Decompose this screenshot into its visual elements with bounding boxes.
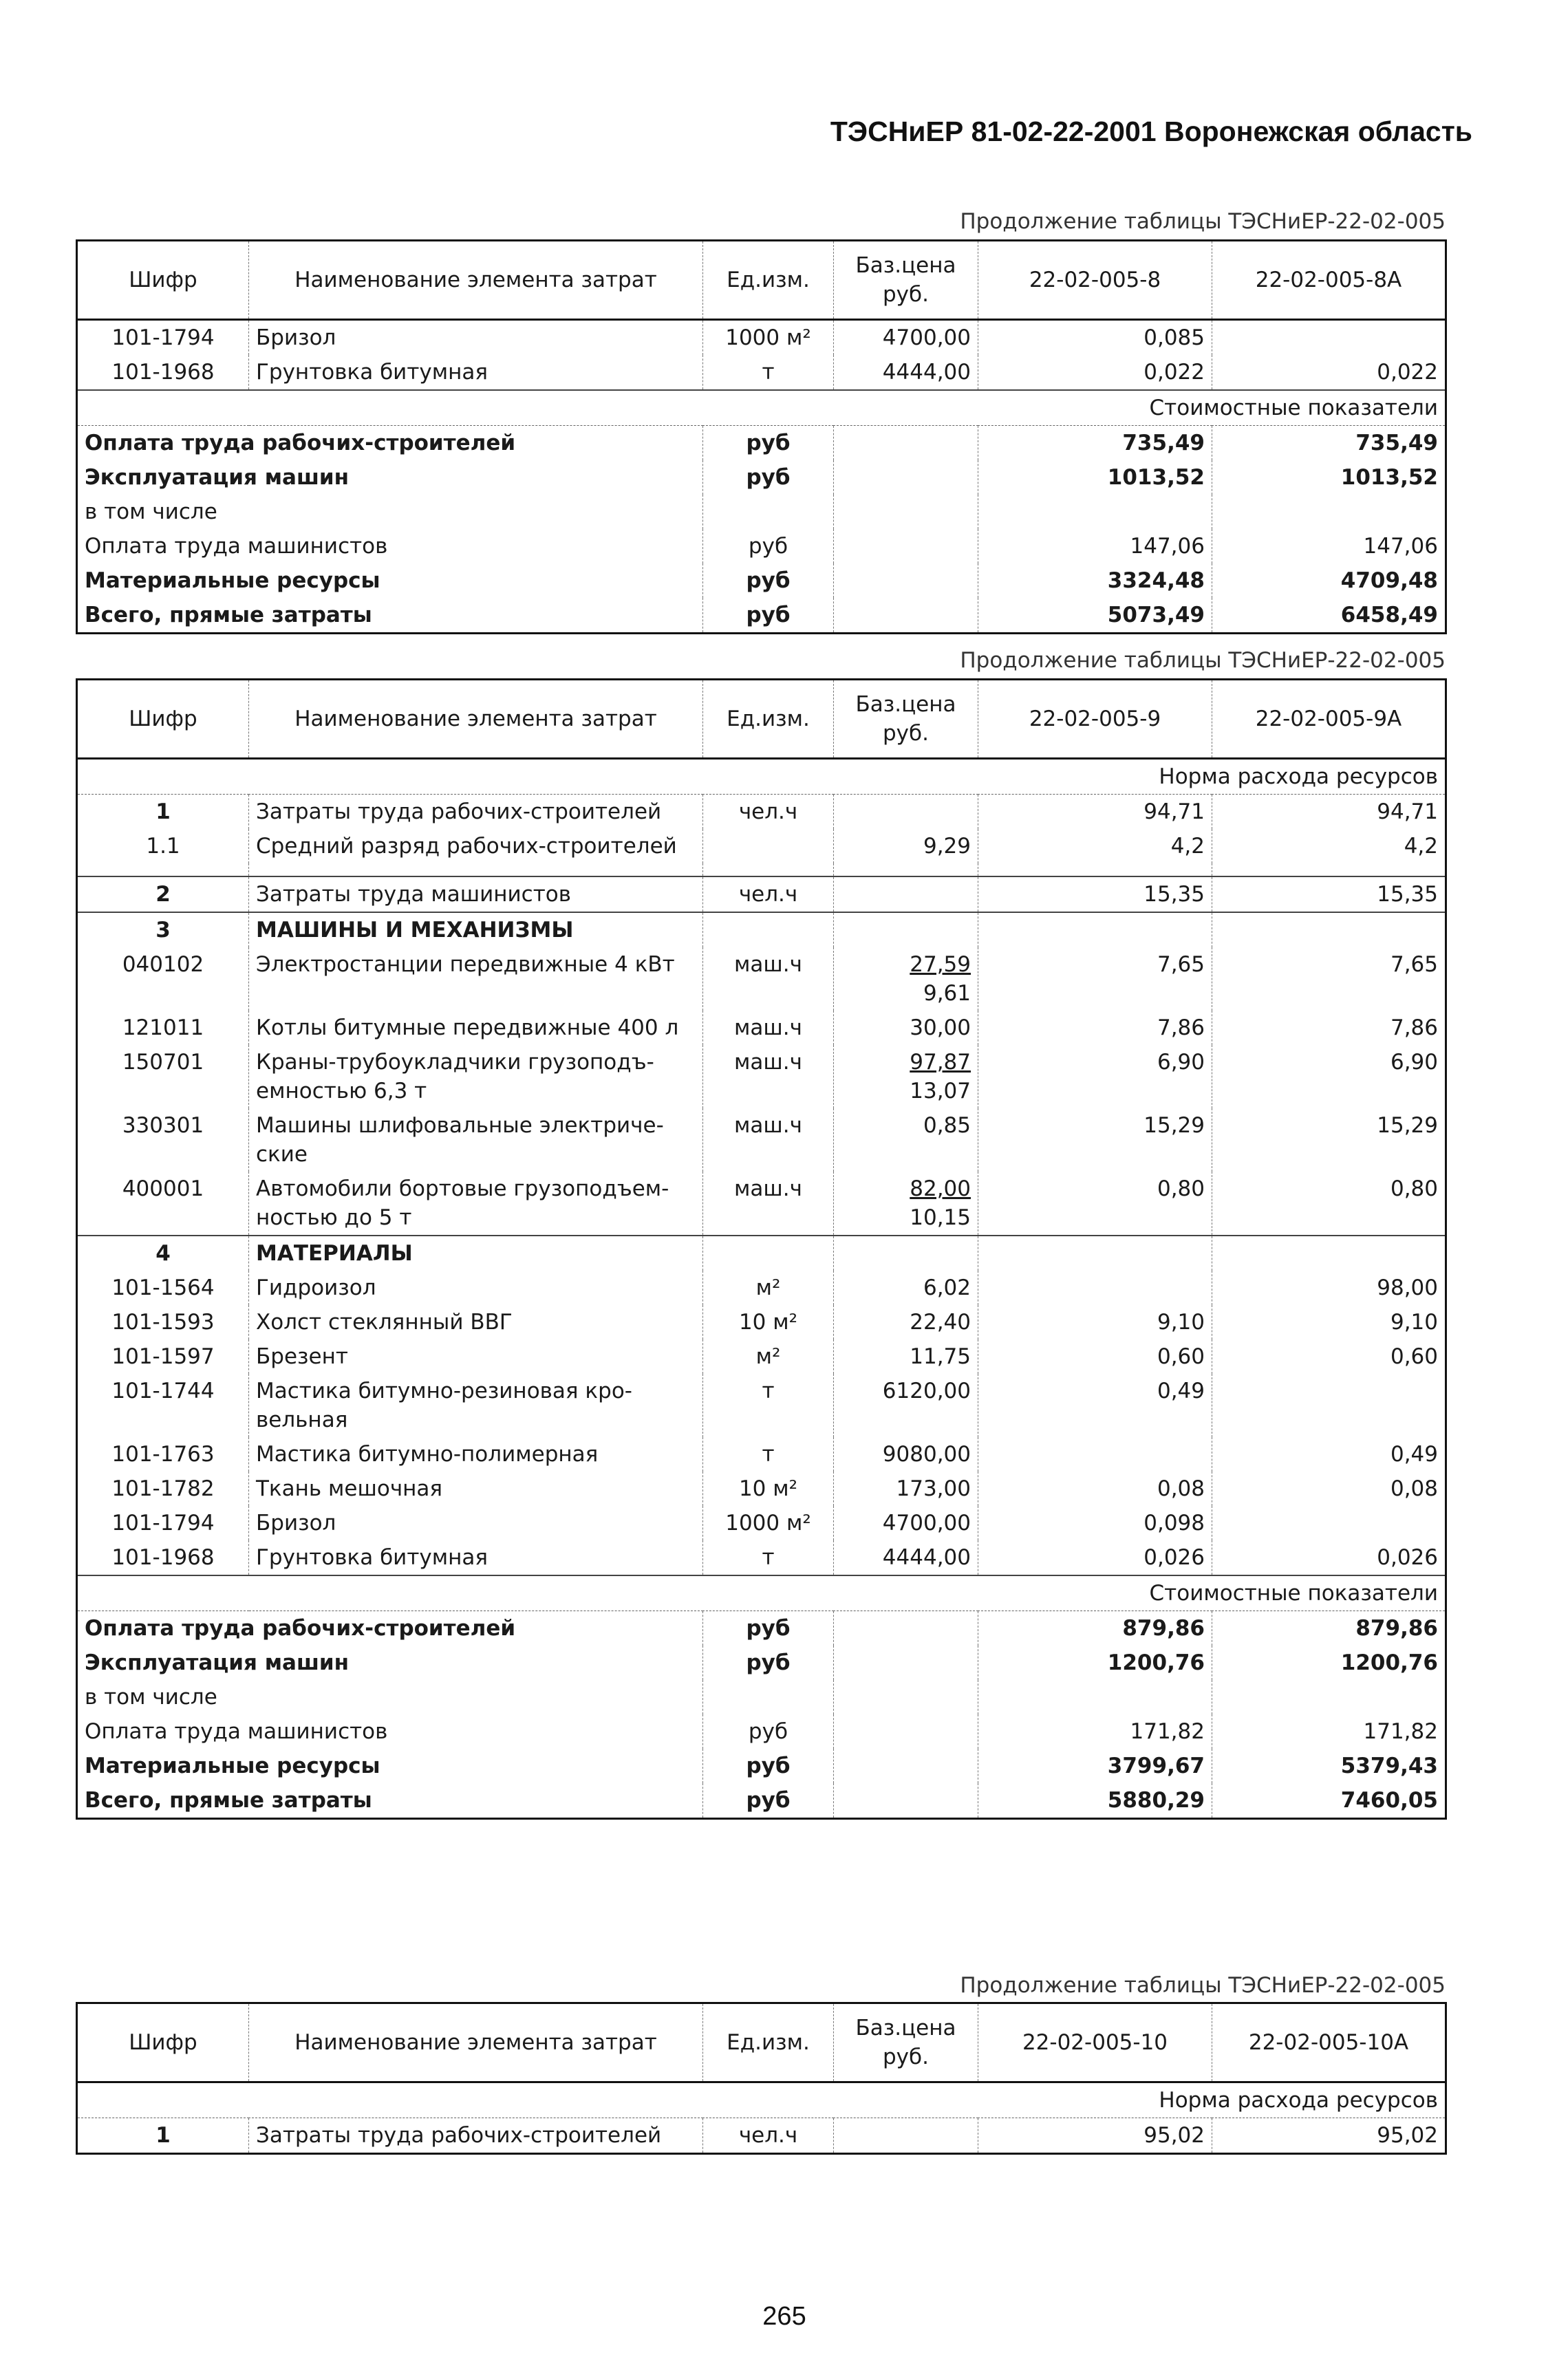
cost-value-b: 1200,76 [1212,1646,1446,1680]
row-name: Гидроизол [249,1271,703,1305]
cost-unit: руб [703,1646,834,1680]
cost-value-a: 5073,49 [978,598,1212,634]
row-unit: маш.ч [703,1108,834,1172]
cost-row [77,1611,1446,1646]
table-row [77,1339,1446,1374]
row-name: Средний разряд рабочих-строителей [249,829,703,863]
norm-banner: Норма расхода ресурсов [77,2082,1446,2118]
cost-row [77,495,1446,529]
cost-value-a: 5880,29 [978,1783,1212,1819]
table-row [77,2118,1446,2154]
row-unit: чел.ч [703,2118,834,2154]
row-code: 101-1794 [111,325,215,350]
table-row [77,1305,1446,1339]
table3-header-row [77,2003,1446,2082]
row-price: 82,00 [910,1176,971,1201]
cost-unit: руб [703,529,834,563]
table1-caption: Продолжение таблицы ТЭСНиЕР-22-02-005 [960,209,1446,234]
row-unit: 10 м² [703,1472,834,1506]
row-value-a [978,1271,1212,1305]
cost-banner-row [77,390,1446,426]
table-row [77,795,1446,830]
row-name: Затраты труда машинистов [249,876,703,912]
col-b-header: 22-02-005-10А [1212,2003,1446,2082]
row-name: Котлы битумные передвижные 400 л [249,1011,703,1045]
table-row [77,1540,1446,1575]
row-value-a: 15,29 [978,1108,1212,1172]
row-value-a: 0,085 [978,320,1212,356]
cost-value-a: 1013,52 [978,460,1212,495]
row-value-b: 94,71 [1212,795,1446,830]
table1-header-row [77,241,1446,320]
section-title: МАТЕРИАЛЫ [249,1236,703,1271]
col-price-header: Баз.цена руб. [834,680,978,759]
col-a-header: 22-02-005-9 [978,680,1212,759]
cost-row [77,1680,1446,1714]
cost-banner: Стоимостные показатели [77,390,1446,426]
cost-value-b: 5379,43 [1212,1749,1446,1783]
table-row [77,1045,1446,1108]
row-value-b: 7,65 [1212,947,1446,1011]
col-price-header: Баз.цена руб. [834,241,978,320]
cost-value-a: 879,86 [978,1611,1212,1646]
col-code-header: Шифр [77,241,249,320]
row-code: 121011 [122,1015,204,1040]
row-value-b: 0,026 [1212,1540,1446,1575]
row-value-b: 15,29 [1212,1108,1446,1172]
row-name: Затраты труда рабочих-строителей [249,2118,703,2154]
row-code: 101-1763 [111,1442,215,1467]
cost-value-b: 147,06 [1212,529,1446,563]
row-unit: 1000 м² [703,1506,834,1540]
table-row [77,355,1446,390]
cost-row [77,1783,1446,1819]
row-price: 9,29 [834,829,978,863]
col-name-header: Наименование элемента затрат [249,2003,703,2082]
row-value-b [1212,1374,1446,1437]
col-unit-header: Ед.изм. [703,241,834,320]
row-value-a: 0,022 [978,355,1212,390]
row-code: 040102 [122,952,204,977]
cost-value-a: 147,06 [978,529,1212,563]
row-price: 97,87 [910,1050,971,1075]
row-value-a: 94,71 [978,795,1212,830]
table-row [77,1374,1446,1437]
cost-name: Оплата труда рабочих-строителей [85,1616,516,1641]
row-code: 101-1968 [111,1545,215,1570]
row-name: Грунтовка битумная [249,1540,703,1575]
col-b-header: 22-02-005-8А [1212,241,1446,320]
cost-value-a: 3324,48 [978,563,1212,598]
row-price-operator: 13,07 [910,1079,971,1103]
row-unit: т [703,1374,834,1437]
col-name-header: Наименование элемента затрат [249,241,703,320]
row-price-operator: 9,61 [923,981,971,1006]
cost-value-b: 1013,52 [1212,460,1446,495]
cost-name: Материальные ресурсы [85,568,380,593]
col-a-header: 22-02-005-10 [978,2003,1212,2082]
cost-unit: руб [703,426,834,461]
row-value-a: 7,86 [978,1011,1212,1045]
table-row [77,1011,1446,1045]
row-value-b: 95,02 [1212,2118,1446,2154]
row-price: 27,59 [910,952,971,977]
row-unit: чел.ч [703,876,834,912]
row-value-b: 7,86 [1212,1011,1446,1045]
row-price: 4700,00 [834,320,978,356]
section-code: 3 [77,912,249,947]
row-value-a [978,1437,1212,1472]
row-value-b: 15,35 [1212,876,1446,912]
row-value-b: 6,90 [1212,1045,1446,1108]
row-name: Брезент [249,1339,703,1374]
page-number: 265 [762,2302,806,2331]
cost-unit: руб [703,1749,834,1783]
row-code: 101-1564 [111,1275,215,1300]
row-value-a: 0,49 [978,1374,1212,1437]
row-price: 6,02 [834,1271,978,1305]
row-unit: м² [703,1339,834,1374]
row-value-b: 0,60 [1212,1339,1446,1374]
cost-name: в том числе [85,499,217,524]
cost-name: Всего, прямые затраты [85,603,372,627]
row-unit: т [703,1437,834,1472]
row-value-a: 0,80 [978,1172,1212,1236]
row-value-a: 0,098 [978,1506,1212,1540]
table3 [76,2002,1447,2155]
table-row [77,1172,1446,1236]
row-value-a: 4,2 [978,829,1212,863]
cost-row [77,460,1446,495]
table1 [76,239,1447,634]
row-unit: маш.ч [703,1011,834,1045]
table2 [76,678,1447,1820]
norm-banner: Норма расхода ресурсов [77,759,1446,795]
cost-name: Оплата труда рабочих-строителей [85,431,516,455]
row-unit: маш.ч [703,947,834,1011]
row-value-b: 98,00 [1212,1271,1446,1305]
table2-caption: Продолжение таблицы ТЭСНиЕР-22-02-005 [960,648,1446,673]
cost-row [77,563,1446,598]
section-header-row [77,1236,1446,1271]
row-value-b: 0,49 [1212,1437,1446,1472]
section-title: МАШИНЫ И МЕХАНИЗМЫ [249,912,703,947]
row-price: 4444,00 [834,355,978,390]
row-price: 173,00 [834,1472,978,1506]
cost-row [77,426,1446,461]
row-value-a: 95,02 [978,2118,1212,2154]
norm-banner-row [77,759,1446,795]
row-code: 101-1794 [111,1511,215,1536]
table-row [77,1271,1446,1305]
row-name: Автомобили бортовые грузоподъем-ностью до 5 т [249,1172,703,1236]
table-row [77,1506,1446,1540]
cost-value-a: 1200,76 [978,1646,1212,1680]
cost-name: Всего, прямые затраты [85,1788,372,1813]
row-name: Машины шлифовальные электриче-ские [249,1108,703,1172]
row-code: 101-1744 [111,1379,215,1403]
row-price: 6120,00 [834,1374,978,1437]
cost-name: Эксплуатация машин [85,465,350,490]
row-code: 1 [155,2123,171,2148]
cost-value-b: 7460,05 [1212,1783,1446,1819]
row-price: 4700,00 [834,1506,978,1540]
row-code: 101-1968 [111,360,215,385]
cost-banner: Стоимостные показатели [77,1575,1446,1611]
row-value-a: 0,08 [978,1472,1212,1506]
row-value-a: 0,026 [978,1540,1212,1575]
cost-name: в том числе [85,1685,217,1710]
table-row [77,1472,1446,1506]
row-name: Краны-трубоукладчики грузоподъ-емностью 6,3 т [249,1045,703,1108]
cost-unit: руб [703,1611,834,1646]
row-name: Ткань мешочная [249,1472,703,1506]
row-code: 400001 [122,1176,204,1201]
row-code: 101-1597 [111,1344,215,1369]
cost-value-b: 6458,49 [1212,598,1446,634]
row-name: Мастика битумно-полимерная [249,1437,703,1472]
cost-row [77,1714,1446,1749]
row-price: 9080,00 [834,1437,978,1472]
row-unit: маш.ч [703,1172,834,1236]
cost-row [77,598,1446,634]
cost-unit: руб [703,563,834,598]
row-value-b [1212,320,1446,356]
row-value-b: 0,08 [1212,1472,1446,1506]
section-code: 4 [77,1236,249,1271]
row-name: Электростанции передвижные 4 кВт [249,947,703,1011]
cost-value-a: 3799,67 [978,1749,1212,1783]
col-code-header: Шифр [77,2003,249,2082]
row-name: Мастика битумно-резиновая кро-вельная [249,1374,703,1437]
row-code: 1.1 [146,834,180,859]
row-name: Затраты труда рабочих-строителей [249,795,703,830]
col-code-header: Шифр [77,680,249,759]
row-unit: маш.ч [703,1045,834,1108]
row-value-b [1212,1506,1446,1540]
row-value-a: 15,35 [978,876,1212,912]
row-code: 150701 [122,1050,204,1075]
cost-value-a: 735,49 [978,426,1212,461]
row-price: 4444,00 [834,1540,978,1575]
row-code: 330301 [122,1113,204,1138]
row-value-a: 9,10 [978,1305,1212,1339]
row-price: 0,85 [834,1108,978,1172]
row-name: Грунтовка битумная [249,355,703,390]
row-price: 22,40 [834,1305,978,1339]
cost-unit: руб [703,1783,834,1819]
col-b-header: 22-02-005-9А [1212,680,1446,759]
table-row [77,1437,1446,1472]
row-name: Бризол [249,1506,703,1540]
row-code: 101-1782 [111,1476,215,1501]
row-unit: 1000 м² [703,320,834,356]
col-unit-header: Ед.изм. [703,2003,834,2082]
cost-value-b: 879,86 [1212,1611,1446,1646]
document-header: ТЭСНиЕР 81-02-22-2001 Воронежская область [830,116,1472,147]
row-value-b: 0,80 [1212,1172,1446,1236]
row-value-b: 9,10 [1212,1305,1446,1339]
row-price-operator: 10,15 [910,1205,971,1230]
row-name: Холст стеклянный ВВГ [249,1305,703,1339]
row-unit: 10 м² [703,1305,834,1339]
row-unit: т [703,355,834,390]
row-value-a: 7,65 [978,947,1212,1011]
cost-unit: руб [703,1714,834,1749]
table3-caption: Продолжение таблицы ТЭСНиЕР-22-02-005 [960,1973,1446,1998]
table-row [77,1108,1446,1172]
cost-row [77,1646,1446,1680]
row-price: 11,75 [834,1339,978,1374]
row-unit: м² [703,1271,834,1305]
row-code: 2 [77,876,249,912]
cost-row [77,1749,1446,1783]
col-price-header: Баз.цена руб. [834,2003,978,2082]
cost-value-b: 171,82 [1212,1714,1446,1749]
row-code: 101-1593 [111,1310,215,1335]
table-row [77,876,1446,912]
table-row [77,947,1446,1011]
cost-banner-row [77,1575,1446,1611]
row-name: Бризол [249,320,703,356]
col-a-header: 22-02-005-8 [978,241,1212,320]
section-header-row [77,912,1446,947]
row-value-a: 0,60 [978,1339,1212,1374]
table-row [77,320,1446,356]
cost-unit: руб [703,460,834,495]
row-value-b: 0,022 [1212,355,1446,390]
row-unit: т [703,1540,834,1575]
cost-unit: руб [703,598,834,634]
col-unit-header: Ед.изм. [703,680,834,759]
cost-value-b: 4709,48 [1212,563,1446,598]
cost-name: Материальные ресурсы [85,1754,380,1778]
row-price: 30,00 [834,1011,978,1045]
norm-banner-row [77,2082,1446,2118]
cost-row [77,529,1446,563]
row-value-a: 6,90 [978,1045,1212,1108]
cost-name: Оплата труда машинистов [85,1719,388,1744]
row-code: 1 [155,799,171,824]
table-row [77,829,1446,863]
cost-value-a: 171,82 [978,1714,1212,1749]
table2-header-row [77,680,1446,759]
row-unit: чел.ч [703,795,834,830]
col-name-header: Наименование элемента затрат [249,680,703,759]
cost-value-b: 735,49 [1212,426,1446,461]
row-value-b: 4,2 [1212,829,1446,863]
cost-name: Эксплуатация машин [85,1650,350,1675]
cost-name: Оплата труда машинистов [85,534,388,559]
